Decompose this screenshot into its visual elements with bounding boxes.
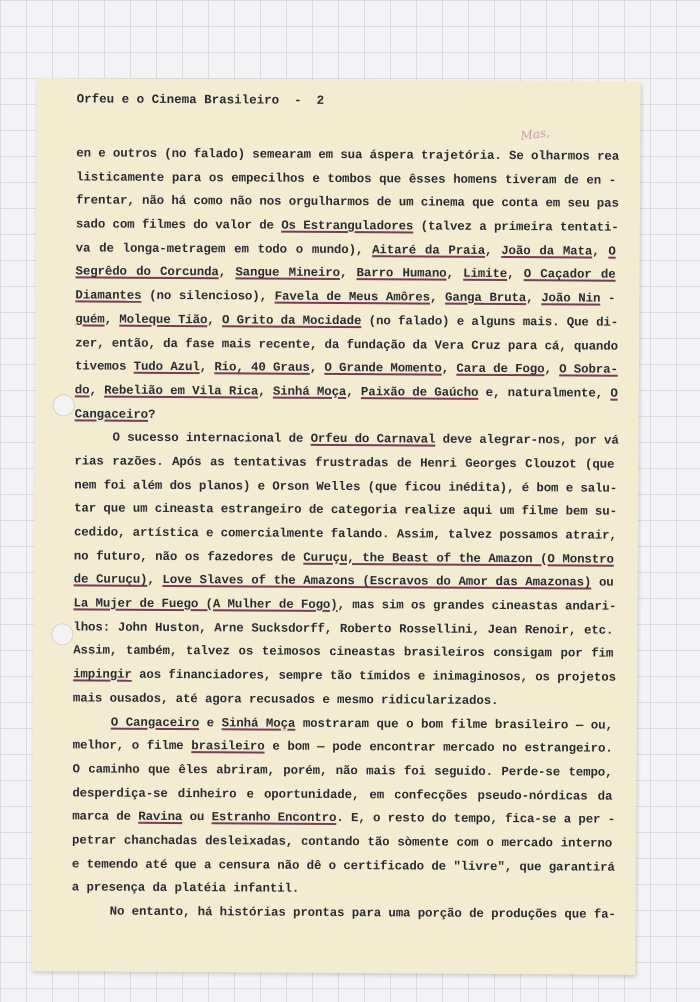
text-run: marca de bbox=[72, 809, 139, 825]
underlined-title: Orfeu do Carnaval bbox=[310, 432, 436, 447]
underlined-title: João Nin bbox=[541, 291, 601, 306]
text-line bbox=[75, 403, 615, 430]
text-run: , bbox=[89, 383, 105, 398]
text-run: O caminho que êles abriram, porém, não mais foi seguido. Perde-se tempo, bbox=[72, 762, 613, 780]
text-run: ou bbox=[182, 810, 212, 825]
text-line bbox=[75, 285, 615, 312]
underlined-title: La Mujer de Fuego (A Mulher de Fogo) bbox=[73, 596, 338, 613]
text-line bbox=[73, 616, 613, 643]
punch-hole bbox=[51, 623, 73, 645]
text-line bbox=[74, 427, 619, 454]
text-line bbox=[76, 142, 620, 169]
text-line bbox=[74, 498, 617, 525]
underlined-title: Moleque Tião bbox=[119, 312, 208, 328]
text-line bbox=[75, 190, 619, 217]
underlined-title: Limite bbox=[463, 267, 508, 282]
text-run: zer, então, da fase mais recente, da fundação da Vera Cruz para cá, quando bbox=[75, 335, 618, 354]
text-run: Assim, também, talvez os teimosos cineastas brasileiros consigam por fim bbox=[73, 643, 614, 662]
underlined-title: Os Estranguladores bbox=[281, 218, 414, 234]
text-run: no futuro, não os fazedores de bbox=[73, 549, 304, 565]
text-run: (no falado) e alguns mais. Que di- bbox=[361, 313, 619, 330]
text-run: ? bbox=[147, 407, 156, 422]
text-run: tivemos bbox=[74, 359, 134, 374]
underlined-title: Estranho Encontro bbox=[211, 810, 337, 826]
text-run: cedido, artística e comercialmente falando. Assim, talvez possamos atrair, bbox=[73, 525, 617, 543]
text-run: e, naturalmente, bbox=[478, 385, 611, 401]
text-line bbox=[72, 806, 616, 833]
underlined-title: Favela de Meus Amôres bbox=[274, 289, 431, 305]
underlined-title: Rebelião em Vila Rica bbox=[104, 383, 259, 399]
text-run: - bbox=[600, 291, 616, 306]
text-run: sado com filmes do valor de bbox=[75, 217, 282, 233]
text-line bbox=[76, 166, 616, 193]
text-run: lhos: John Huston, Arne Sucksdorff, Roberto Rossellini, Jean Renoir, etc. bbox=[73, 620, 614, 638]
page-header: Orfeu e o Cinema Brasileiro - 2 bbox=[76, 92, 325, 108]
text-run: , bbox=[429, 290, 446, 305]
text-line bbox=[74, 474, 618, 501]
underlined-title: Ganga Bruta bbox=[444, 290, 527, 306]
text-line bbox=[76, 237, 616, 264]
text-run: , bbox=[485, 243, 502, 258]
text-run: , mas sim os grandes cineastas andari- bbox=[337, 598, 617, 614]
text-run: (no silencioso), bbox=[141, 288, 275, 304]
text-run: , bbox=[544, 362, 560, 377]
text-run: va de longa-metragem em todo o mundo), bbox=[75, 241, 373, 257]
text-run: , bbox=[339, 266, 357, 281]
text-run: . E, o resto do tempo, fica-se a per - bbox=[336, 811, 616, 827]
underlined-title: O bbox=[608, 244, 616, 259]
text-line bbox=[72, 877, 612, 904]
text-run: , bbox=[441, 361, 457, 376]
text-run: a presença da platéia infantil. bbox=[71, 880, 300, 897]
underlined-title: O bbox=[610, 386, 618, 401]
underlined-title: do bbox=[74, 383, 90, 398]
text-run: , bbox=[309, 361, 325, 376]
underlined-title: Diamantes bbox=[75, 288, 142, 303]
punch-hole bbox=[53, 394, 75, 416]
text-line bbox=[73, 711, 613, 738]
text-line bbox=[72, 758, 612, 785]
text-run: mostraram que o bom filme brasileiro — ou, bbox=[295, 716, 613, 733]
underlined-title: João da Mata bbox=[501, 243, 593, 259]
text-run: , bbox=[592, 244, 609, 259]
text-line bbox=[74, 356, 618, 383]
underlined-title: Sangue Mineiro bbox=[235, 265, 341, 281]
text-run: , bbox=[207, 313, 223, 328]
text-run: , bbox=[446, 267, 464, 282]
body-text bbox=[71, 142, 620, 927]
text-line bbox=[75, 332, 618, 359]
text-line bbox=[73, 735, 613, 762]
underlined-title: O Caçador de bbox=[523, 267, 616, 283]
underlined-title: O Grito da Mocidade bbox=[221, 313, 362, 328]
underlined-title: Aitaré da Praia bbox=[372, 242, 486, 258]
text-run: e temendo até que a censura não dê o certificado de "livre", que garantirá bbox=[71, 857, 615, 875]
text-line bbox=[73, 592, 617, 619]
text-run: e bom — pode encontrar mercado no estrangeiro. bbox=[264, 739, 613, 756]
text-run: , bbox=[104, 312, 120, 327]
text-run: desperdiça-se dinheiro e oportunidade, em confecções pseudo-nórdicas da bbox=[72, 785, 613, 804]
underlined-title: Ravina bbox=[138, 810, 183, 825]
text-run: No entanto, há histórias prontas para uma porção de produções que fa- bbox=[109, 904, 616, 922]
underlined-title: Segrêdo do Corcunda bbox=[75, 264, 219, 280]
text-line bbox=[73, 521, 617, 548]
underlined-title: impingir bbox=[73, 667, 132, 682]
text-run: listicamente para os empecilhos e tombos que êsses homens tiveram de en - bbox=[76, 170, 617, 188]
underlined-title: guém bbox=[75, 312, 105, 327]
text-line bbox=[71, 853, 615, 880]
underlined-title: Sinhá Moça bbox=[272, 384, 347, 399]
underlined-title: Tudo Azul bbox=[133, 359, 200, 375]
underlined-title: Barro Humano bbox=[356, 266, 447, 282]
text-run: nem foi além dos planos) e Orson Welles (que ficou inédita), é bom e salu- bbox=[74, 478, 618, 496]
text-line bbox=[74, 450, 614, 477]
underlined-title: Sinhá Moça bbox=[221, 715, 296, 731]
text-run: , bbox=[218, 265, 236, 280]
text-run: , bbox=[526, 291, 542, 306]
text-line bbox=[75, 308, 619, 335]
text-run: deve alegrar-nos, por vá bbox=[435, 432, 619, 448]
text-run: tar que um cineasta estrangeiro de categoria realize aqui um filme bem su- bbox=[74, 501, 617, 520]
text-run: O sucesso internacional de bbox=[112, 430, 311, 447]
underlined-title: Cara de Fogo bbox=[456, 361, 545, 377]
text-run: , bbox=[147, 573, 163, 588]
underlined-title: brasileiro bbox=[191, 739, 265, 754]
text-run: petrar chanchadas desleixadas, contando tão sòmente com o mercado interno bbox=[72, 833, 613, 851]
text-line bbox=[72, 900, 616, 927]
text-run: aos financiadores, sempre tão tímidos e inimaginosos, os projetos bbox=[131, 667, 616, 685]
text-line bbox=[75, 213, 619, 240]
text-run: , bbox=[507, 267, 524, 282]
text-run: , bbox=[199, 360, 215, 375]
text-run: , bbox=[258, 384, 273, 399]
text-run: en e outros (no falado) semearam em sua áspera trajetória. Se olharmos rea bbox=[76, 146, 620, 164]
text-line bbox=[73, 687, 613, 714]
underlined-title: Rio, 40 Graus bbox=[214, 360, 310, 376]
text-run: , bbox=[346, 384, 361, 400]
text-run: frentar, não há como não nos orgulharmos de um cinema que conta em seu pas bbox=[75, 193, 619, 212]
text-line bbox=[74, 569, 614, 596]
text-run: rias razões. Após as tentativas frustradas de Henri Georges Clouzot (que bbox=[74, 454, 615, 472]
text-line bbox=[74, 379, 618, 406]
text-line bbox=[74, 545, 614, 572]
text-line bbox=[73, 640, 613, 667]
text-run: mais ousados, até agora recusados e mesmo ridicularizados. bbox=[72, 691, 499, 708]
underlined-title: de Curuçu) bbox=[73, 572, 148, 588]
text-run: (talvez a primeira tentati- bbox=[413, 219, 619, 235]
handwritten-margin-note: Mas, bbox=[519, 125, 551, 144]
underlined-title: O Sobra- bbox=[559, 362, 618, 377]
text-line bbox=[72, 829, 612, 856]
underlined-title: Curuçu, the Beast of the Amazon (O Monstro bbox=[303, 550, 614, 567]
text-line bbox=[73, 664, 616, 691]
text-line bbox=[75, 261, 615, 288]
text-run: melhor, o filme bbox=[72, 738, 192, 754]
typed-page bbox=[31, 78, 640, 975]
text-line bbox=[72, 782, 612, 809]
text-run: ou bbox=[591, 575, 614, 591]
underlined-title: O Grande Momento bbox=[324, 361, 442, 376]
underlined-title: Paixão de Gaúcho bbox=[360, 385, 479, 400]
underlined-title: O Cangaceiro bbox=[110, 715, 200, 730]
text-run: e bbox=[199, 715, 222, 730]
underlined-title: Cangaceiro bbox=[74, 406, 149, 422]
underlined-title: Love Slaves of the Amazons (Escravos do Amor das Amazonas) bbox=[162, 573, 592, 590]
